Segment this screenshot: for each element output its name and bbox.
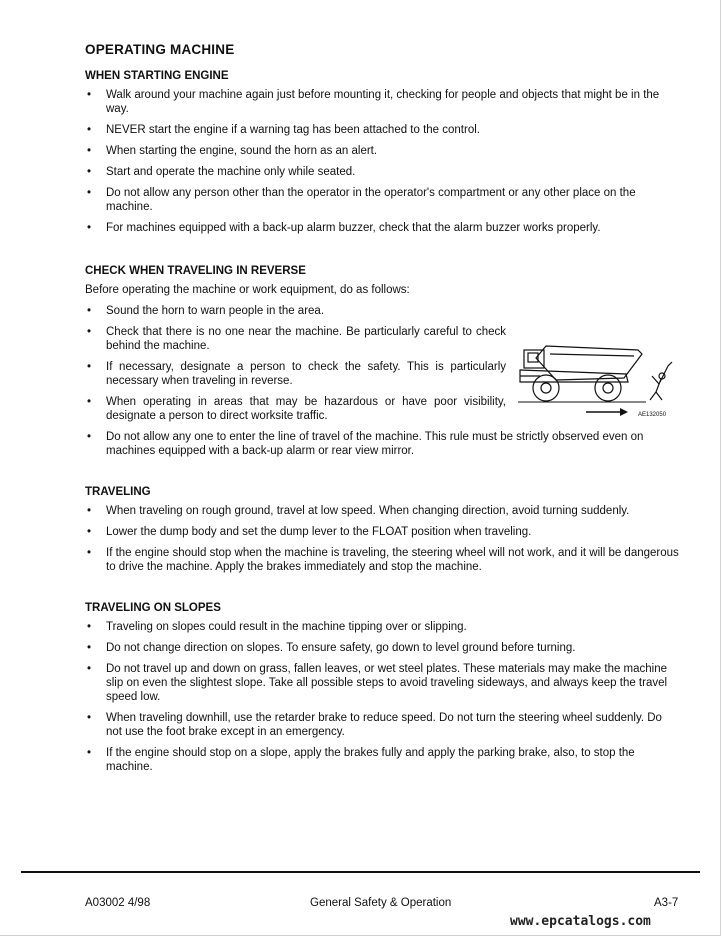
bullet-list	[85, 504, 681, 574]
list-item: • Do not change direction on slopes. To ensure safety, go down to level ground before turning.	[85, 641, 681, 655]
list-item: • Do not allow any person other than the operator in the operator's compartment or any other place on the machine.	[85, 186, 681, 214]
list-item: • If the engine should stop on a slope, apply the brakes fully and apply the parking brake, also, to stop the machine.	[85, 746, 681, 774]
list-item: • When traveling downhill, use the retarder brake to reduce speed. Do not turn the steering wheel suddenly. Do not use the foot brake except in an emergency.	[85, 711, 681, 739]
section-heading: WHEN STARTING ENGINE	[85, 70, 229, 82]
footer-title: General Safety & Operation	[310, 897, 452, 909]
list-item: • Start and operate the machine only while seated.	[85, 165, 681, 179]
list-item: • If necessary, designate a person to check the safety. This is particularly necessary when traveling in reverse.	[85, 360, 506, 388]
travel-direction-arrow	[586, 408, 628, 416]
section-traveling-on-slopes	[85, 602, 681, 774]
list-item: • Sound the horn to warn people in the area.	[85, 304, 681, 318]
bullet-list	[85, 620, 681, 774]
watermark: www.epcatalogs.com	[510, 914, 651, 929]
list-item: • If the engine should stop when the machine is traveling, the steering wheel will not work, and it will be dangerous to drive the machine. Apply the brakes immediately and stop the machine.	[85, 546, 681, 574]
front-wheel	[533, 375, 559, 401]
section-heading: TRAVELING ON SLOPES	[85, 602, 221, 614]
footer-rule	[21, 871, 700, 873]
bullet-list	[85, 88, 681, 235]
list-item: • Lower the dump body and set the dump lever to the FLOAT position when traveling.	[85, 525, 681, 539]
list-item: • Do not travel up and down on grass, fallen leaves, or wet steel plates. These materials may make the machine slip on even the slightest slope. Take all possible steps to avoid traveling sideways, and always keep the travel speed low.	[85, 662, 681, 704]
list-item: • NEVER start the engine if a warning tag has been attached to the control.	[85, 123, 681, 137]
figure-code: AE132050	[638, 412, 667, 418]
list-item: • Traveling on slopes could result in the machine tipping over or slipping.	[85, 620, 681, 634]
list-item: • When operating in areas that may be hazardous or have poor visibility, designate a person to direct worksite traffic.	[85, 395, 506, 423]
section-heading: CHECK WHEN TRAVELING IN REVERSE	[85, 265, 306, 277]
section-intro: Before operating the machine or work equipment, do as follows:	[85, 284, 410, 296]
section-heading: TRAVELING	[85, 486, 151, 498]
list-item: • Check that there is no one near the machine. Be particularly careful to check behind the machine.	[85, 325, 506, 353]
page-title: OPERATING MACHINE	[85, 42, 235, 57]
list-item: • When starting the engine, sound the horn as an alert.	[85, 144, 681, 158]
list-item: • For machines equipped with a back-up alarm buzzer, check that the alarm buzzer works properly.	[85, 221, 681, 235]
list-item: • When traveling on rough ground, travel at low speed. When changing direction, avoid turning suddenly.	[85, 504, 681, 518]
person-figure	[650, 362, 672, 400]
section-when-starting-engine	[85, 70, 681, 235]
list-item: • Walk around your machine again just before mounting it, checking for people and objects that might be in the way.	[85, 88, 681, 116]
footer-doc-code: A03002 4/98	[85, 897, 151, 909]
dump-truck-reversing-illustration	[516, 336, 686, 422]
list-item: • Do not allow any one to enter the line of travel of the machine. This rule must be strictly observed even on machines equipped with a back-up alarm or rear view mirror.	[85, 430, 681, 458]
section-traveling	[85, 486, 681, 574]
footer-page-number: A3-7	[654, 897, 679, 909]
